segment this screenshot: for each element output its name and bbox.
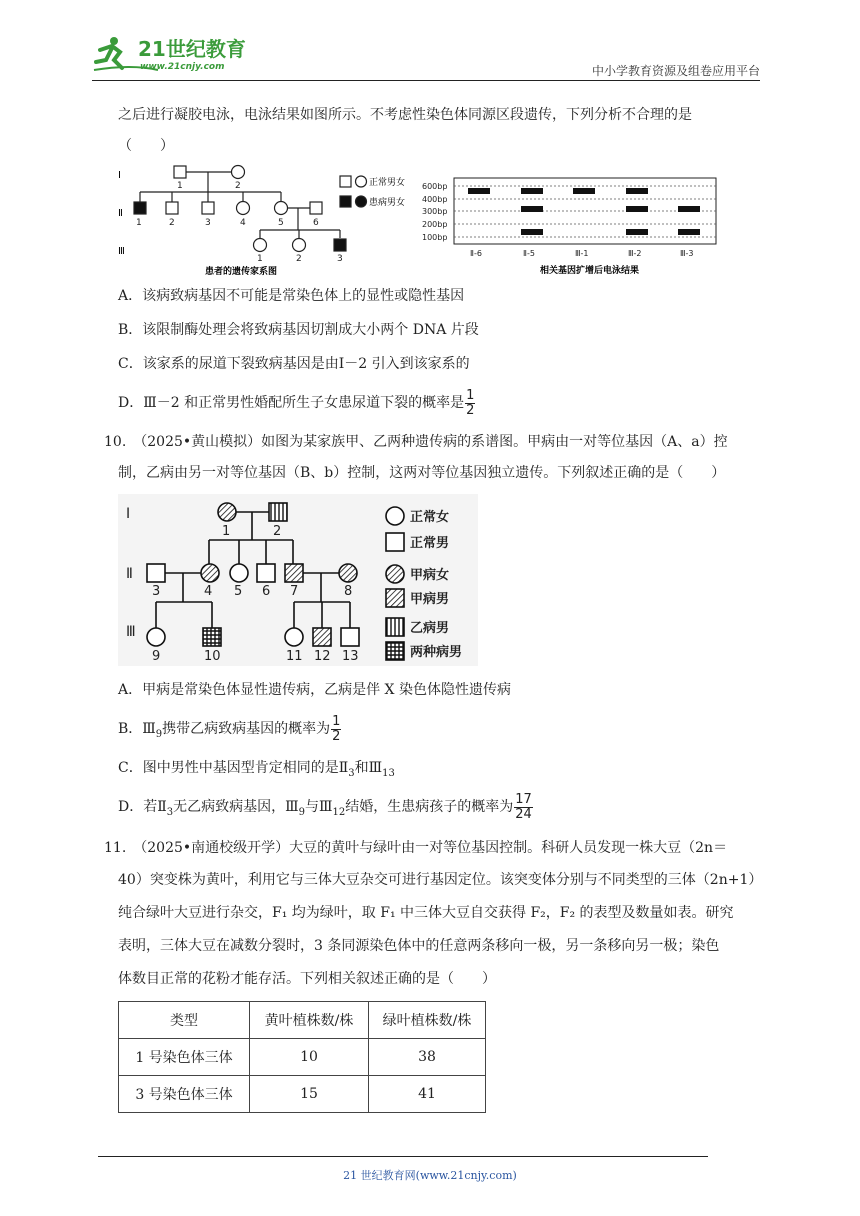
svg-text:2: 2 bbox=[169, 218, 175, 228]
table-row bbox=[119, 1076, 486, 1113]
svg-text:3: 3 bbox=[205, 218, 211, 228]
q9-gel-figure bbox=[418, 172, 723, 280]
q9-pedigree-figure bbox=[110, 160, 425, 280]
q10-stem-line2: 制，乙病由另一对等位基因（B、b）控制，这两对等位基因独立遗传。下列叙述正确的是（ ） bbox=[118, 465, 726, 481]
q10-pedigree-figure bbox=[118, 494, 478, 666]
q10-option-a: A．甲病是常染色体显性遗传病，乙病是伴 X 染色体隐性遗传病 bbox=[118, 682, 511, 698]
svg-text:Ⅱ: Ⅱ bbox=[126, 566, 133, 582]
svg-text:甲病男: 甲病男 bbox=[410, 592, 450, 607]
svg-text:10: 10 bbox=[204, 649, 221, 664]
svg-text:1: 1 bbox=[136, 218, 142, 228]
table-header-row bbox=[119, 1002, 486, 1039]
q11-stem-line2: 40）突变株为黄叶，利用它与三体大豆杂交可进行基因定位。该突变体分别与不同类型的三体（2n+1） bbox=[118, 872, 763, 888]
svg-text:11: 11 bbox=[286, 649, 303, 664]
svg-text:Ⅰ: Ⅰ bbox=[126, 506, 131, 522]
svg-text:300bp: 300bp bbox=[422, 207, 448, 216]
svg-text:Ⅲ: Ⅲ bbox=[126, 624, 136, 640]
gen-label-3: Ⅲ bbox=[118, 246, 125, 257]
svg-text:Ⅲ-2: Ⅲ-2 bbox=[628, 249, 642, 258]
svg-text:Ⅲ-1: Ⅲ-1 bbox=[575, 249, 589, 258]
q9-option-a: A．该病致病基因不可能是常染色体上的显性或隐性基因 bbox=[118, 288, 465, 304]
svg-text:100bp: 100bp bbox=[422, 233, 448, 242]
legend-affected: 患病男女 bbox=[369, 198, 406, 208]
svg-text:21世纪教育: 21世纪教育 bbox=[138, 37, 246, 61]
q9-paren: （ ） bbox=[118, 138, 174, 154]
q9-option-c: C．该家系的尿道下裂致病基因是由Ⅰ－2 引入到该家系的 bbox=[118, 356, 470, 372]
svg-text:Ⅱ-6: Ⅱ-6 bbox=[470, 249, 482, 258]
svg-text:2: 2 bbox=[296, 254, 302, 264]
q11-stem-line5: 体数目正常的花粉才能存活。下列相关叙述正确的是（ ） bbox=[118, 971, 496, 987]
gen-label-1: Ⅰ bbox=[118, 170, 121, 181]
svg-text:13: 13 bbox=[342, 649, 359, 664]
svg-text:3: 3 bbox=[337, 254, 343, 264]
svg-text:5: 5 bbox=[278, 218, 284, 228]
svg-text:600bp: 600bp bbox=[422, 182, 448, 191]
svg-text:1: 1 bbox=[257, 254, 263, 264]
q11-stem-line4: 表明，三体大豆在减数分裂时，3 条同源染色体中的任意两条移向一极，另一条移向另一极；染色 bbox=[118, 938, 720, 954]
header-divider bbox=[92, 80, 760, 81]
gel-caption: 相关基因扩增后电泳结果 bbox=[540, 266, 640, 276]
svg-text:5: 5 bbox=[234, 584, 243, 599]
svg-text:Ⅱ-5: Ⅱ-5 bbox=[523, 249, 535, 258]
q9-intro: 之后进行凝胶电泳，电泳结果如图所示。不考虑性染色体同源区段遗传，下列分析不合理的是 bbox=[118, 107, 692, 123]
svg-text:3: 3 bbox=[152, 584, 161, 599]
svg-text:200bp: 200bp bbox=[422, 220, 448, 229]
q11-stem-line1: 11. （2025•南通校级开学）大豆的黄叶与绿叶由一对等位基因控制。科研人员发现一株大豆（2n＝ bbox=[104, 840, 728, 856]
svg-text:9: 9 bbox=[152, 649, 161, 664]
fraction: $\frac{1}{2}$ bbox=[332, 713, 341, 744]
pedigree-caption: 患者的遗传家系图 bbox=[205, 267, 278, 277]
svg-text:甲病女: 甲病女 bbox=[410, 568, 450, 583]
platform-name: 中小学教育资源及组卷应用平台 bbox=[591, 64, 760, 78]
q9-option-b: B．该限制酶处理会将致病基因切割成大小两个 DNA 片段 bbox=[118, 322, 479, 338]
svg-text:8: 8 bbox=[344, 584, 353, 599]
table-row bbox=[119, 1039, 486, 1076]
legend-normal: 正常男女 bbox=[369, 178, 406, 188]
table-cell: 41 bbox=[369, 1076, 486, 1113]
svg-text:正常男: 正常男 bbox=[410, 536, 450, 551]
table-header-cell: 黄叶植株数/株 bbox=[250, 1002, 369, 1039]
fraction: $\frac{17}{24}$ bbox=[515, 791, 532, 822]
svg-text:4: 4 bbox=[204, 584, 213, 599]
table-header-cell: 类型 bbox=[119, 1002, 250, 1039]
svg-text:正常女: 正常女 bbox=[410, 510, 450, 525]
q11-data-table bbox=[118, 1001, 486, 1113]
q11-stem-line3: 纯合绿叶大豆进行杂交，F₁ 均为绿叶，取 F₁ 中三体大豆自交获得 F₂，F₂ 的表型及数量如表。研究 bbox=[118, 905, 734, 921]
svg-text:2: 2 bbox=[235, 181, 241, 191]
table-cell: 1 号染色体三体 bbox=[119, 1039, 250, 1076]
svg-text:6: 6 bbox=[262, 584, 271, 599]
fraction: $\frac{1}{2}$ bbox=[466, 387, 475, 418]
svg-text:6: 6 bbox=[313, 218, 319, 228]
table-cell: 10 bbox=[250, 1039, 369, 1076]
site-logo bbox=[92, 34, 262, 74]
svg-text:1: 1 bbox=[177, 181, 183, 191]
gen-label-2: Ⅱ bbox=[118, 208, 123, 219]
footer-text: 21 世纪教育网(www.21cnjy.com) bbox=[343, 1169, 517, 1182]
svg-text:两种病男: 两种病男 bbox=[410, 645, 463, 660]
svg-text:www.21cnjy.com: www.21cnjy.com bbox=[140, 62, 225, 72]
q10-option-d: D．若$Ⅱ_3$无乙病致病基因，$Ⅲ_9$与$Ⅲ_{12}$结婚，生患病孩子的概率为 $\frac{17}{24}$ bbox=[118, 791, 532, 822]
table-cell: 15 bbox=[250, 1076, 369, 1113]
svg-text:4: 4 bbox=[240, 218, 246, 228]
table-header-cell: 绿叶植株数/株 bbox=[369, 1002, 486, 1039]
svg-text:7: 7 bbox=[290, 584, 299, 599]
svg-text:乙病男: 乙病男 bbox=[410, 621, 450, 636]
svg-text:400bp: 400bp bbox=[422, 195, 448, 204]
q10-option-c: C．图中男性中基因型肯定相同的是$Ⅱ_3$和$Ⅲ_{13}$ bbox=[118, 760, 395, 779]
svg-text:2: 2 bbox=[273, 524, 282, 539]
table-cell: 3 号染色体三体 bbox=[119, 1076, 250, 1113]
q10-stem-line1: 10. （2025•黄山模拟）如图为某家族甲、乙两种遗传病的系谱图。甲病由一对等位基因（A、a）控 bbox=[104, 434, 728, 450]
q10-option-b: B．$Ⅲ_9$携带乙病致病基因的概率为 $\frac{1}{2}$ bbox=[118, 713, 341, 744]
table-cell: 38 bbox=[369, 1039, 486, 1076]
page-header bbox=[92, 28, 760, 82]
svg-text:1: 1 bbox=[222, 524, 231, 539]
svg-text:Ⅲ-3: Ⅲ-3 bbox=[680, 249, 694, 258]
q9-option-d: D．Ⅲ－2 和正常男性婚配所生子女患尿道下裂的概率是 $\frac{1}{2}$ bbox=[118, 387, 475, 418]
svg-text:12: 12 bbox=[314, 649, 331, 664]
footer-divider bbox=[98, 1156, 708, 1157]
